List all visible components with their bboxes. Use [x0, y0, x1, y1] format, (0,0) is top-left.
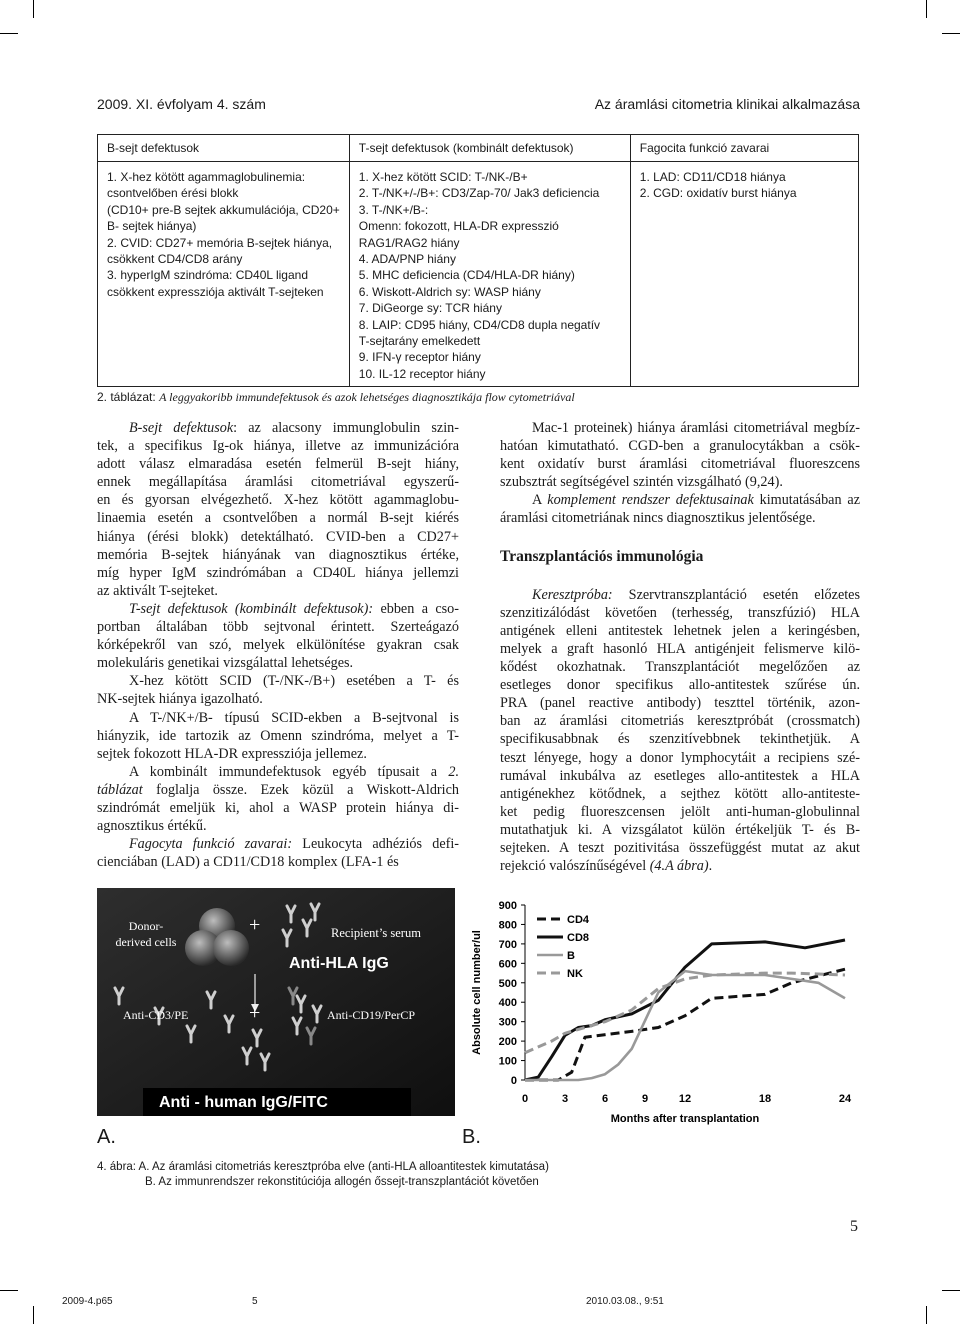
series-line-b	[525, 971, 845, 1080]
table-line: B- sejtek hiánya)	[107, 219, 197, 234]
text-line: Mac-1 proteinek) hiánya áramlási citometriával megbíz-	[532, 420, 860, 436]
text-line: ket pedig fluoreszcensen jelölt anti-human-globulinnal	[500, 803, 860, 820]
x-tick-label: 12	[678, 1093, 692, 1105]
table-line: RAG1/RAG2 hiány	[358, 235, 460, 250]
text-line: mutathatjuk ki. A vizsgálatot külön értékeljük T- és B-	[500, 821, 860, 838]
text-line: B-sejt defektusok: az alacsony immunglobulin szin-	[129, 420, 459, 436]
x-tick-label: 3	[561, 1093, 569, 1105]
table-line: 7. DiGeorge sy: TCR hiány	[358, 301, 502, 316]
legend-label: CD4	[567, 914, 590, 926]
table-line: 1. X-hez kötött agammaglobulinemia:	[107, 170, 306, 184]
donor-cells-label: Donor-derived cells	[115, 919, 177, 949]
section-heading: Transzplantációs immunológia	[500, 547, 704, 565]
text-line: A kombinált immundefektusok egyéb típusait a 2.	[129, 763, 459, 780]
text-line: hatóan kimutatható. CGD-ben a granulocytákban a csök-	[500, 438, 860, 455]
text-line: Keresztpróba: Szervtranszplantáció esetén előzetes	[532, 586, 860, 603]
text-line: hiányzik, ide tartozik az Omenn szindróma, melyet a T-	[97, 727, 459, 744]
y-tick-label: 600	[498, 958, 517, 971]
right-text-column	[500, 419, 860, 875]
text-line: az aktivált T-sejteket.	[97, 582, 218, 599]
table-line: 1. X-hez kötött SCID: T-/NK-/B+	[358, 170, 528, 184]
text-line: tek, a specifikus Ig-ok hiánya, illetve az immunizációra	[97, 438, 459, 455]
left-text-column	[97, 419, 459, 871]
text-line: antigének elleni antitestek lehetnek jelen a keringésben,	[500, 622, 860, 639]
footer-file: 2009-4.p65	[62, 1296, 113, 1307]
text-line: sejteken. A teszt pozitivitása összefüggést mutat az akut	[500, 839, 860, 856]
text-line: rumával inkubálva az esetleges allo-antitestek a HLA	[500, 767, 860, 784]
text-line: sejtek fokozott HLA-DR expressziója jellemez.	[97, 745, 367, 762]
table-line: 10. IL-12 receptor hiány	[358, 366, 486, 381]
text-line: szindrómát emeljük ki, ahol a WASP protein hiánya di-	[97, 799, 459, 816]
text-line: kődést okozhatnak. Transzplantációt megelőzően az	[500, 659, 860, 676]
text-line: kórképekről van szó, melyek elkülönítése gyakran csak	[97, 637, 459, 654]
anti-cd19-label: Anti-CD19/PerCP	[327, 1008, 416, 1022]
legend-label: B	[567, 950, 575, 962]
figure-a-label: A.	[97, 1126, 116, 1148]
text-line: en és gyorsan elvégezhető. X-hez kötött agammaglobu-	[97, 492, 459, 509]
text-line: míg hyper IgM szindrómában a CD40L hiánya jellemzi	[97, 564, 459, 581]
legend-label: NK	[567, 968, 583, 980]
figure-a-crossmatch	[97, 888, 455, 1116]
text-line: teszt lényege, hogy a donor lymphocytáit a recipiens szé-	[500, 749, 860, 766]
table-caption: 2. táblázat: A leggyakoribb immundefektusok és azok lehetséges diagnosztikája flow cytometriával	[97, 390, 575, 404]
anti-cd3-label: Anti-CD3/PE	[123, 1008, 189, 1022]
y-axis-label: Absolute cell number/ul	[471, 930, 483, 1055]
text-line: T-sejt defektusok (kombinált defektusok): ebben a cso-	[129, 600, 459, 617]
table-line: 8. LAIP: CD95 hiány, CD4/CD8 dupla negatív	[358, 317, 601, 332]
y-tick-label: 500	[498, 977, 517, 990]
table-line: 2. CGD: oxidatív burst hiánya	[639, 186, 797, 201]
series-line-nk	[525, 973, 845, 1053]
crop-mark	[926, 0, 927, 18]
text-line: antigénekhez kötődnek, a sejthez kötött allo-antiteste-	[500, 785, 860, 802]
page-number: 5	[850, 1218, 858, 1235]
text-line: specifikusabbnak és szenzitívebbnek tekinthetjük. A	[500, 731, 860, 748]
text-line: esetleges donor specifikus allo-antitestek szűrése ún.	[500, 677, 860, 694]
text-line: ennek megállapítása áramlási citometriával egyszerű-	[97, 474, 459, 491]
anti-igg-fitc-label: Anti - human IgG/FITC	[159, 1094, 328, 1111]
crop-mark	[942, 33, 960, 34]
crop-mark	[33, 1306, 34, 1324]
table-line: 3. hyperIgM szindróma: CD40L ligand	[107, 268, 308, 283]
crop-mark	[942, 1290, 960, 1291]
table-cell-t-cell	[349, 162, 630, 387]
text-line: portban általában több sejtvonal érintett. Szerteágazó	[97, 619, 459, 636]
y-tick-label: 800	[498, 919, 517, 932]
y-tick-label: 0	[510, 1075, 517, 1087]
text-line: memória B-sejtek hiányának van diagnosztikus értéke,	[97, 546, 459, 563]
figure-b-chart	[460, 885, 870, 1130]
crop-mark	[0, 33, 18, 34]
plus-sign: +	[249, 1002, 261, 1024]
text-line: hiánya (érési blokk) detektálható. CVID-ben a CD27+	[97, 528, 459, 545]
table-line: 3. T-/NK+/B-:	[358, 202, 429, 217]
y-tick-label: 100	[498, 1055, 517, 1068]
text-line: melyek a graft hasonló HLA antigénjeit felismerve kilö-	[500, 640, 860, 657]
text-line: áramlási citometriának nincs diagnosztikus jelentősége.	[500, 510, 816, 527]
table-line: 2. T-/NK+/-/B+: CD3/Zap-70/ Jak3 deficiencia	[358, 186, 600, 201]
table-line: csontvelőben érési blokk	[107, 186, 239, 201]
table-line: csökkent CD4/CD8 arány	[107, 252, 243, 267]
x-tick-label: 24	[838, 1093, 852, 1105]
table-cell-phagocyte	[630, 162, 858, 387]
crop-mark	[926, 1306, 927, 1324]
text-line: agnosztikus értékű.	[97, 818, 207, 835]
table-line: Omenn: fokozott, HLA-DR expresszió	[358, 219, 559, 234]
text-line: adott válasz elmaradása esetén felmerül B-sejt hiány,	[97, 456, 459, 473]
text-line: PRA (panel reactive antibody) teszttel történik, azon-	[500, 695, 860, 712]
crop-mark	[33, 0, 34, 18]
text-line: táblázat foglalja össze. Ezek közül a Wiskott-Aldrich	[97, 781, 459, 798]
x-tick-label: 9	[641, 1093, 649, 1105]
table-line: 5. MHC deficiencia (CD4/HLA-DR hiány)	[358, 268, 575, 283]
y-tick-label: 900	[498, 900, 517, 912]
plus-sign: +	[249, 914, 261, 936]
recipient-serum-label: Recipient’s serum	[331, 926, 421, 940]
defect-table	[97, 134, 859, 387]
text-line: szenzitizálódást követően (terhesség, transzfúzió) HLA	[500, 604, 860, 621]
text-line: NK-sejtek hiánya igazolható.	[97, 691, 263, 708]
table-cell-b-cell	[98, 162, 350, 387]
table-header: T-sejt defektusok (kombinált defektusok)	[349, 135, 630, 162]
text-line: rejekció valószínűségével (4.A ábra).	[500, 858, 713, 875]
footer-page: 5	[252, 1296, 258, 1307]
table-line: 1. LAD: CD11/CD18 hiánya	[639, 170, 786, 184]
table-header: B-sejt defektusok	[98, 135, 350, 162]
text-line: Fagocyta funkció zavarai: Leukocyta adhéziós defi-	[129, 836, 460, 853]
table-line: (CD10+ pre-B sejtek akkumulációja, CD20+	[107, 202, 340, 217]
text-line: A T-/NK+/B- típusú SCID-ekben a B-sejtvonal is	[129, 709, 459, 726]
x-tick-label: 0	[521, 1093, 529, 1105]
x-tick-label: 6	[601, 1093, 609, 1105]
table-line: csökkent expressziója aktivált T-sejteken	[107, 284, 324, 299]
text-line: molekuláris genetikai vizsgálattal lehetséges.	[97, 655, 354, 672]
table-line: T-sejtarány emelkedett	[358, 334, 481, 349]
text-line: cienciában (LAD) a CD11/CD18 komplex (LFA-1 és	[97, 854, 399, 871]
text-line: kent oxidatív burst áramlási citometriával fluoreszcens	[500, 456, 860, 473]
legend-label: CD8	[567, 932, 590, 944]
anti-hla-label: Anti-HLA IgG	[289, 955, 389, 972]
table-line: 6. Wiskott-Aldrich sy: WASP hiány	[358, 284, 541, 299]
text-line: A komplement rendszer defektusainak kimutatásában az	[532, 492, 860, 509]
donor-cell	[213, 930, 249, 966]
table-line: 9. IFN-γ receptor hiány	[358, 350, 481, 365]
y-tick-label: 700	[498, 938, 517, 951]
figure-caption: 4. ábra: A. Az áramlási citometriás keresztpróba elve (anti-HLA alloantitestek kimutatása) B. Az immunrendszer rekonstitúciója allogén őssejt-transzplantációt követően	[97, 1161, 549, 1188]
x-tick-label: 18	[758, 1093, 772, 1105]
running-header-left: 2009. XI. évfolyam 4. szám	[97, 96, 266, 112]
text-line: linaemia esetén a csontvelőben a normál B-sejt kiérés	[97, 510, 459, 527]
running-header-right: Az áramlási citometria klinikai alkalmazása	[594, 96, 860, 112]
figure-b-label: B.	[462, 1126, 481, 1148]
text-line: szubsztrát segítségével szintén vizsgálható (9,24).	[500, 474, 783, 491]
text-line: X-hez kötött SCID (T-/NK-/B+) esetében a T- és	[129, 673, 459, 690]
series-line-cd4	[525, 969, 845, 1080]
y-tick-label: 200	[498, 1036, 517, 1049]
y-tick-label: 400	[498, 997, 517, 1010]
table-line: 4. ADA/PNP hiány	[358, 252, 456, 267]
table-line: 2. CVID: CD27+ memória B-sejtek hiánya,	[107, 235, 333, 250]
x-axis-label: Months after transplantation	[610, 1113, 760, 1125]
footer-date: 2010.03.08., 9:51	[586, 1296, 664, 1307]
text-line: ban az áramlási citometriás keresztpróbát (crossmatch)	[500, 713, 860, 730]
table-header: Fagocita funkció zavarai	[630, 135, 858, 162]
crop-mark	[0, 1290, 18, 1291]
y-tick-label: 300	[498, 1016, 517, 1029]
